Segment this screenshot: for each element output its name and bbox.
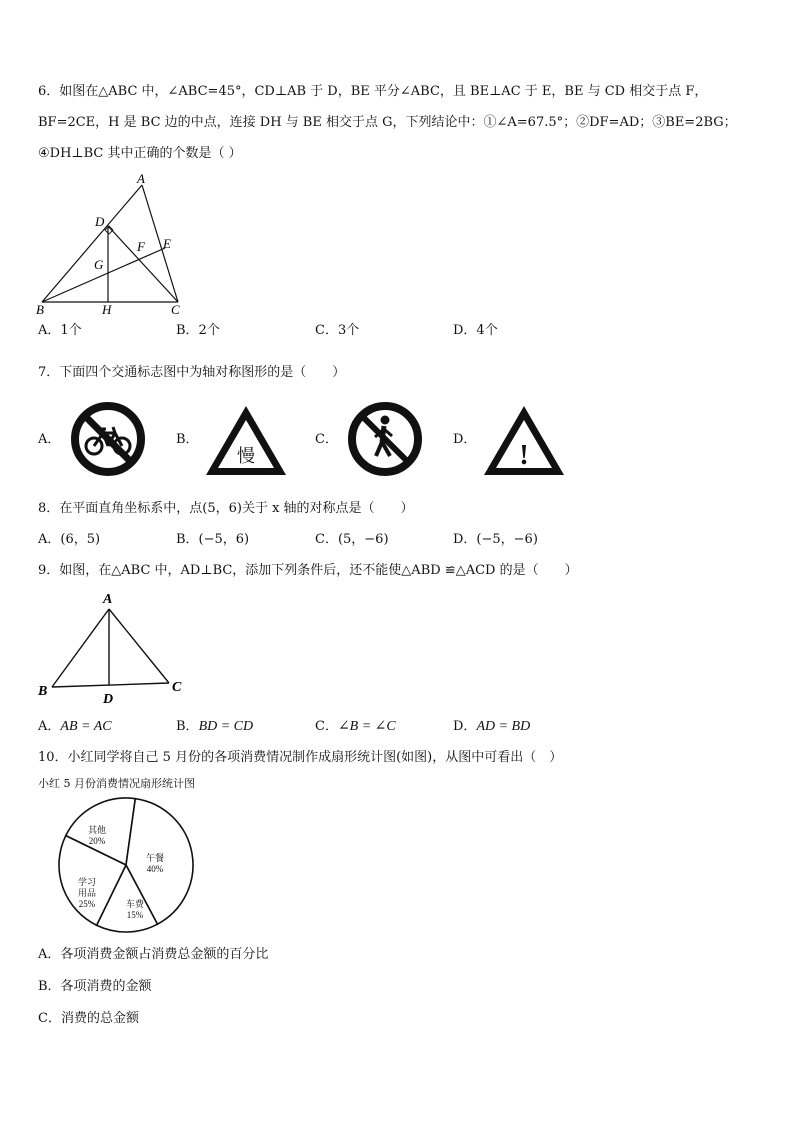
q9-option-a [38,718,112,736]
pie-label-1-0: 午餐 [145,853,165,863]
q9-option-b-math: BD = CD [198,719,254,734]
q6-label-g: G [94,257,104,272]
q6-option-c: C．3个 [315,323,360,338]
pie-label-2-1: 15% [126,910,144,920]
q6-side-ab [42,185,142,302]
pie-label-3-0: 学习 [77,877,97,887]
q10-chart-title: 小红 5 月份消费情况扇形统计图 [38,777,195,790]
q9-triangle-figure [34,588,194,708]
q10-pie-chart [52,795,202,935]
pie-label-3-2: 25% [78,899,96,909]
q7-option-c-letter: C． [315,432,338,447]
q6-label-c: C [171,302,180,317]
q6-label-a: A [137,172,145,186]
q6-segment-be [42,248,165,302]
q7-option-d-letter: D． [453,432,477,447]
q9-option-c-math: ∠B = ∠C [337,719,396,734]
q7-stem: 7．下面四个交通标志图中为轴对称图形的是（ ） [38,365,346,380]
q6-label-e: E [163,236,171,251]
q9-option-d [453,718,530,736]
q6-label-h: H [102,302,112,317]
q10-option-a: A．各项消费金额占消费总金额的百分比 [38,947,269,962]
q9-option-b-letter: B． [176,719,199,734]
q6-label-b: B [36,302,44,317]
q10-option-b: B．各项消费的金额 [38,979,152,994]
pie-label-0-0: 其他 [87,825,107,835]
q9-option-a-math: AB = AC [60,719,112,734]
q7-option-a-letter: A． [38,432,61,447]
q8-option-c: C．(5，−6) [315,532,389,547]
sign-d-text: ! [519,440,529,471]
caution-warning-sign-icon [480,400,568,480]
q6-option-b: B．2个 [176,323,220,338]
q6-label-d: D [95,214,105,229]
q9-side-ac [109,609,169,683]
q9-stem: 9．如图，在△ABC 中，AD⊥BC，添加下列条件后，还不能使△ABD ≌△ACD 的是（ ） [38,563,578,578]
q6-option-d: D．4个 [453,323,498,338]
q6-side-ac [142,185,178,302]
slow-warning-sign-icon [202,400,290,480]
q8-option-d: D．(−5，−6) [453,532,538,547]
q6-option-a: A．1个 [38,323,82,338]
q9-label-a: A [103,592,113,607]
sign-b-text: 慢 [237,446,255,466]
q8-option-a: A．(6，5) [38,532,101,547]
pie-label-3-1: 用品 [77,888,97,898]
q9-option-d-math: AD = BD [476,719,531,734]
no-bicycle-sign-icon [69,400,147,478]
q6-stem-line3: ④DH⊥BC 其中正确的个数是（ ） [38,146,242,161]
q10-option-c: C．消费的总金额 [38,1011,139,1026]
q6-stem-line2: BF=2CE，H 是 BC 边的中点，连接 DH 与 BE 相交于点 G，下列结论中：①∠A=67.5°；②DF=AD；③BE=2BG； [38,115,737,130]
q9-label-b: B [38,684,48,699]
q6-label-f: F [137,239,145,254]
q6-triangle-figure [30,172,200,317]
q9-side-ab [52,609,109,687]
q7-option-b-letter: B． [176,432,199,447]
q9-option-d-letter: D． [453,719,477,734]
q9-side-bc [52,683,169,687]
q8-stem: 8．在平面直角坐标系中，点(5，6)关于 x 轴的对称点是（ ） [38,501,414,516]
q9-label-c: C [172,680,182,695]
pie-label-2-0: 车费 [125,899,145,909]
q8-option-b: B．(−5，6) [176,532,250,547]
q6-stem-line1: 6．如图在△ABC 中，∠ABC=45°，CD⊥AB 于 D，BE 平分∠ABC，且 BE⊥AC 于 E，BE 与 CD 相交于点 F， [38,84,708,99]
q10-stem: 10．小红同学将自己 5 月份的各项消费情况制作成扇形统计图(如图)，从图中可看出（ ） [38,750,563,765]
q9-label-d: D [103,692,114,707]
no-pedestrian-sign-icon [346,400,424,478]
pie-label-0-1: 20% [88,836,106,846]
pie-label-1-1: 40% [146,864,164,874]
q9-option-a-letter: A． [38,719,61,734]
q9-option-c [315,718,396,736]
q9-option-b [176,718,253,736]
q9-option-c-letter: C． [315,719,338,734]
